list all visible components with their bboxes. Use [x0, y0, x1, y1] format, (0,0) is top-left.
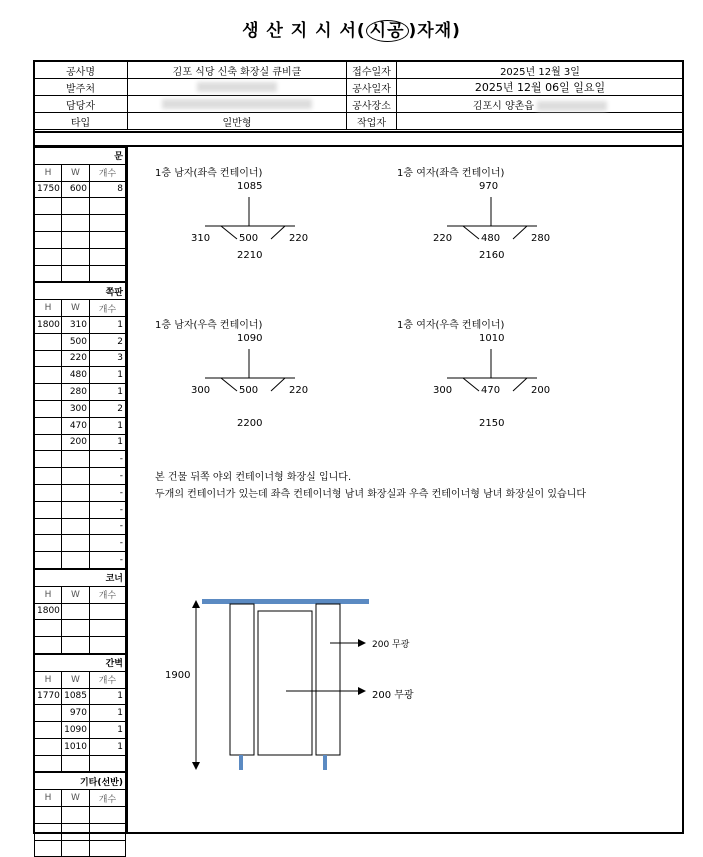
elevation-drawing: [192, 599, 369, 770]
dimension-bottom: 2210: [237, 250, 263, 261]
partition-line: [221, 226, 237, 239]
cell: 600: [62, 181, 90, 198]
cell: 1800: [35, 316, 62, 333]
cell: -: [90, 552, 126, 569]
cell: 480: [62, 367, 90, 384]
column-header: H: [35, 790, 62, 807]
cell: 2: [90, 333, 126, 350]
cell: 1: [90, 384, 126, 401]
label-site: 공사장소: [347, 96, 397, 113]
finish-label: 200 무광: [372, 690, 414, 701]
dimension-bottom: 2200: [237, 418, 263, 429]
leg: [323, 755, 327, 770]
finish-label: 200 무광: [372, 640, 410, 650]
cell: 1010: [62, 738, 90, 755]
partition-line: [271, 378, 285, 391]
cell: 500: [62, 333, 90, 350]
title-circled: 시공: [366, 20, 409, 42]
section-title: 코너: [35, 569, 126, 586]
dimension-right: 280: [531, 233, 551, 244]
value-work-date: 2025년 12월 06일 일요일: [397, 79, 684, 96]
column-header: 개수: [90, 586, 126, 603]
site-text: 김포시 양촌읍: [472, 100, 534, 112]
dimension-top: 1085: [237, 181, 263, 192]
door-panel: [258, 611, 312, 755]
column-header: H: [35, 300, 62, 317]
dimension-bottom: 2150: [479, 418, 505, 429]
column-header: H: [35, 671, 62, 688]
partition-line: [513, 226, 527, 239]
cell: -: [90, 451, 126, 468]
dimension-left: 300: [191, 385, 211, 396]
top-rail: [202, 599, 369, 604]
cell: 2: [90, 400, 126, 417]
cell: 1090: [62, 722, 90, 739]
section-title: 기타(선반): [35, 773, 126, 790]
callout-arrow: [358, 639, 366, 647]
column-header: W: [62, 164, 90, 181]
cell: 470: [62, 417, 90, 434]
partition-line: [463, 226, 479, 239]
partition-line: [221, 378, 237, 391]
cell: -: [90, 518, 126, 535]
note-line: 두개의 컨테이너가 있는데 좌측 컨테이너형 남녀 화장실과 우측 컨테이너형 남녀 화장실이 있습니다: [155, 489, 587, 500]
label-client: 발주처: [34, 79, 128, 96]
cell: 1: [90, 688, 126, 705]
cell: 3: [90, 350, 126, 367]
cell: 1: [90, 316, 126, 333]
label-work-date: 공사일자: [347, 79, 397, 96]
section-title: 간벽: [35, 654, 126, 671]
value-received: 2025년 12월 3일: [397, 61, 684, 79]
partition-line: [271, 226, 285, 239]
diagram-title: 1층 남자(우측 컨테이너): [155, 320, 263, 331]
column-header: W: [62, 671, 90, 688]
diagram-title: 1층 여자(좌측 컨테이너): [397, 168, 505, 179]
title-prefix: 생 산 지 시 서(: [242, 21, 366, 41]
dimension-right: 200: [531, 385, 551, 396]
dimension-right: 220: [289, 385, 309, 396]
cell: 280: [62, 384, 90, 401]
cell: 200: [62, 434, 90, 451]
column-header: W: [62, 586, 90, 603]
side-panel: [316, 604, 340, 755]
callout-arrow: [358, 687, 366, 695]
diagram-title: 1층 남자(좌측 컨테이너): [155, 168, 263, 179]
cell: 1770: [35, 688, 62, 705]
diagram-title: 1층 여자(우측 컨테이너): [397, 320, 505, 331]
dimension-middle: 470: [481, 385, 501, 396]
leg: [239, 755, 243, 770]
cell: 8: [90, 181, 126, 198]
cell: 1: [90, 705, 126, 722]
cell: 1: [90, 722, 126, 739]
cell: 1: [90, 738, 126, 755]
note-line: 본 건물 뒤쪽 야외 컨테이너형 화장실 입니다.: [155, 472, 352, 483]
dimension-bottom: 2160: [479, 250, 505, 261]
label-project: 공사명: [34, 61, 128, 79]
dimension-middle: 500: [239, 385, 259, 396]
column-header: W: [62, 790, 90, 807]
cell: -: [90, 535, 126, 552]
cell: 1750: [35, 181, 62, 198]
cell: -: [90, 484, 126, 501]
column-header: 개수: [90, 671, 126, 688]
title-suffix: )자재): [408, 21, 461, 41]
cell: 1085: [62, 688, 90, 705]
column-header: W: [62, 300, 90, 317]
label-worker: 작업자: [347, 113, 397, 130]
cell: -: [90, 468, 126, 485]
cell: 220: [62, 350, 90, 367]
dimension-top: 1090: [237, 333, 263, 344]
column-header: H: [35, 164, 62, 181]
label-manager: 담당자: [34, 96, 128, 113]
side-panel: [230, 604, 254, 755]
dimension-left: 300: [433, 385, 453, 396]
label-type: 타입: [34, 113, 128, 130]
partition-line: [513, 378, 527, 391]
dimension-left: 310: [191, 233, 211, 244]
dimension-right: 220: [289, 233, 309, 244]
column-header: H: [35, 586, 62, 603]
cell: 1800: [35, 603, 62, 620]
column-header: 개수: [90, 300, 126, 317]
height-label: 1900: [165, 670, 191, 681]
cell: 970: [62, 705, 90, 722]
cell: 1: [90, 367, 126, 384]
cell: 1: [90, 434, 126, 451]
cell: 300: [62, 400, 90, 417]
cell: 1: [90, 417, 126, 434]
section-title: 쪽판: [35, 283, 126, 300]
dimension-top: 970: [479, 181, 499, 192]
dimension-middle: 480: [481, 233, 501, 244]
partition-line: [463, 378, 479, 391]
cell: -: [90, 501, 126, 518]
dimension-middle: 500: [239, 233, 259, 244]
label-received: 접수일자: [347, 61, 397, 79]
cell: 310: [62, 316, 90, 333]
dimension-left: 220: [433, 233, 453, 244]
column-header: 개수: [90, 164, 126, 181]
dimension-top: 1010: [479, 333, 505, 344]
value-project: 김포 식당 신축 화장실 큐비클: [128, 61, 347, 79]
value-type: 일반형: [128, 113, 347, 130]
section-title: 문: [35, 148, 126, 165]
column-header: 개수: [90, 790, 126, 807]
